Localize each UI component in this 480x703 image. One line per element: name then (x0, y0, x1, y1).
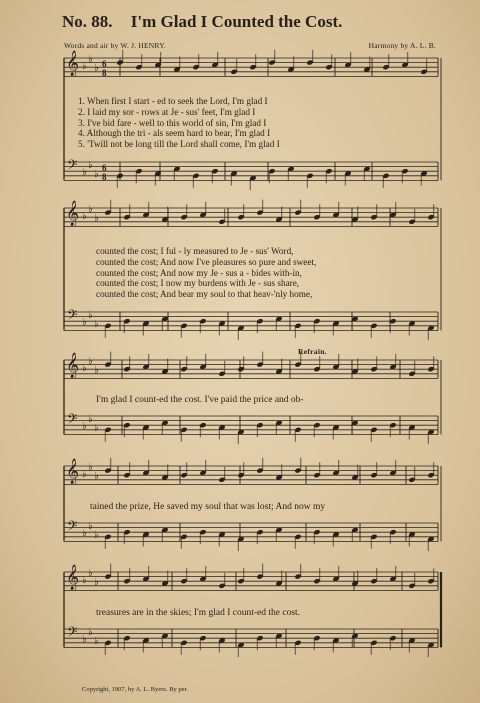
system2-bass-clef-icon: 𝄢 (67, 307, 78, 326)
system2-treble-key-signature-icon: ♭ (88, 204, 93, 215)
system5-bass-key-signature-icon: ♭ (94, 636, 99, 648)
words-credit: Words and air by W. J. HENRY. (64, 41, 166, 50)
time-signature-top: 6 (102, 163, 107, 173)
system4-bass-key-signature-icon: ♭ (94, 530, 99, 542)
verse-line: counted the cost; And bear my soul to that heav-'nly home, (96, 289, 313, 300)
system2-treble-key-signature-icon: ♭ (94, 213, 99, 225)
system3-lyric: I'm glad I count-ed the cost. I've paid the price and ob- (96, 395, 304, 405)
system1-verse-lyrics (78, 96, 430, 150)
system5-lyric: treasures are in the skies; I'm glad I count-ed the cost. (96, 608, 301, 618)
system5-bass-key-signature-icon: ♭ (82, 633, 87, 645)
system4-treble-key-signature-icon: ♭ (94, 471, 99, 483)
system1-bass-key-signature-icon: ♭ (82, 166, 87, 178)
system5-bass-clef-icon: 𝄢 (67, 624, 78, 643)
system1-bass-key-signature-icon: ♭ (94, 169, 99, 181)
system4-treble-clef-icon: 𝄞 (66, 459, 80, 484)
system2-treble-key-signature-icon: ♭ (82, 210, 87, 222)
verse-line: 5. 'Twill not be long till the Lord shall come, I'm glad I (78, 139, 280, 150)
system4-lyric: tained the prize, He saved my soul that was lost; And now my (90, 502, 326, 512)
system3-treble-key-signature-icon: ♭ (88, 356, 93, 367)
system3-bass-key-signature-icon: ♭ (94, 423, 99, 435)
system5-treble-key-signature-icon: ♭ (94, 577, 99, 589)
system2-treble-clef-icon: 𝄞 (66, 201, 80, 226)
verse-line: 3. I've bid fare - well to this world of sin, I'm glad I (78, 117, 267, 128)
system4-bass-clef-icon: 𝄢 (67, 518, 78, 537)
system3-bass-clef-icon: 𝄢 (67, 411, 78, 430)
verse-line: counted the cost; And now I've pleasures so pure and sweet, (96, 256, 317, 267)
system3-treble-clef-icon: 𝄞 (66, 353, 80, 378)
time-signature-bottom: 8 (102, 172, 107, 182)
system3-treble-key-signature-icon: ♭ (82, 362, 87, 374)
system4-treble-key-signature-icon: ♭ (82, 468, 87, 480)
harmony-credit: Harmony by A. L. B. (368, 41, 436, 50)
system3-treble-key-signature-icon: ♭ (94, 365, 99, 377)
verse-line: 2. I laid my sor - rows at Je - sus' feet, I'm glad I (78, 106, 256, 117)
system4-treble-key-signature-icon: ♭ (88, 462, 93, 473)
system1-treble-key-signature-icon: ♭ (88, 54, 93, 65)
system1-bass-clef-icon: 𝄢 (67, 157, 78, 176)
system2-verse-lyrics (96, 246, 448, 300)
system5-treble-clef-icon: 𝄞 (66, 565, 80, 590)
system5-bass-key-signature-icon: ♭ (88, 627, 93, 638)
verse-line: 1. When first I start - ed to seek the Lord, I'm glad I (78, 96, 268, 106)
system4-bass-key-signature-icon: ♭ (82, 527, 87, 539)
system2-bass-key-signature-icon: ♭ (94, 319, 99, 331)
system3-bass-key-signature-icon: ♭ (82, 420, 87, 432)
time-signature-bottom: 8 (102, 68, 107, 78)
system2-bass-key-signature-icon: ♭ (88, 310, 93, 321)
system5-treble-key-signature-icon: ♭ (88, 568, 93, 579)
copyright-notice: Copyright, 1907, by A. L. Byers. By per. (82, 686, 188, 693)
system2-bass-key-signature-icon: ♭ (82, 316, 87, 328)
system5-treble-key-signature-icon: ♭ (82, 574, 87, 586)
verse-line: counted the cost; I now my burdens with Je - sus share, (96, 278, 300, 289)
verse-line: counted the cost; And now my Je - sus a - bides with-in, (96, 267, 302, 278)
hymn-title: I'm Glad I Counted the Cost. (130, 12, 343, 31)
system1-bass-key-signature-icon: ♭ (88, 160, 93, 171)
system1-treble-key-signature-icon: ♭ (82, 60, 87, 72)
system4-bass-key-signature-icon: ♭ (88, 521, 93, 532)
time-signature-top: 6 (102, 59, 107, 69)
verse-line: 4. Although the tri - als seem hard to bear, I'm glad I (78, 128, 271, 139)
refrain-label: Refrain. (298, 347, 327, 356)
verse-line: counted the cost; I ful - ly measured to Je - sus' Word, (96, 246, 294, 256)
system3-bass-key-signature-icon: ♭ (88, 414, 93, 425)
hymn-number: No. 88. (62, 12, 113, 31)
system1-treble-clef-icon: 𝄞 (66, 51, 80, 76)
system1-treble-key-signature-icon: ♭ (94, 63, 99, 75)
